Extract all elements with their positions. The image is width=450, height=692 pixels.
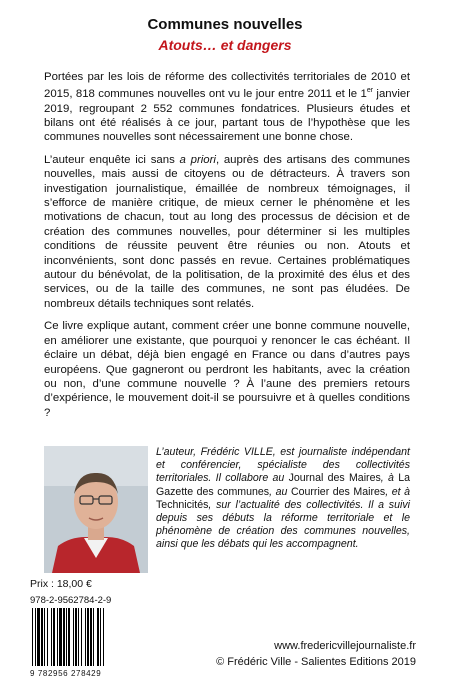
barcode-bar: [51, 608, 52, 666]
barcode-bar: [103, 608, 104, 666]
bio-publication-1: Journal des Maires: [288, 472, 381, 485]
bio-text-3: , au: [269, 485, 291, 498]
barcode-digits: 9 782956 278429: [30, 669, 102, 678]
barcode-bar: [53, 608, 55, 666]
paragraph-2: [44, 153, 410, 311]
author-website: www.fredericvillejournaliste.fr: [274, 640, 416, 652]
barcode-bar: [81, 608, 82, 666]
price-label: Prix : 18,00 €: [30, 578, 92, 590]
barcode-bar: [63, 608, 65, 666]
paragraph-2-text-c: , auprès des artisans des communes nouvelles, mais aussi de citoyens ou de détracteurs. À travers son investigation journalistique, émaillée de nombreux témoignages, il s’efforce de manière critique, de mieux cerner le phénomène et les motivations de chacun, tout au long des processus de décision et de création des communes nouvelles, pour déterminer si les multiples conditions de réussite peuvent être réunies ou non. Atouts et inconvénients, sont donc passés en revue. Certaines problématiques autour du bénévolat, de la politisation, de la proximité des élus et des services, ou de la taille des communes, ne sont pas éludées. De nombreux détails techniques sont relatés.: [44, 153, 410, 310]
paragraph-2-text-a: L’auteur enquête ici sans: [44, 153, 180, 166]
barcode-bar: [59, 608, 62, 666]
bio-publication-3: Courrier des Maires: [290, 485, 386, 498]
barcode-bar: [87, 608, 89, 666]
bio-text-4: , et à: [385, 485, 410, 498]
book-title: Communes nouvelles: [147, 16, 303, 33]
barcode-bar: [75, 608, 77, 666]
barcode-bar: [73, 608, 74, 666]
bio-text-2: , à: [380, 472, 399, 485]
barcode-bar: [44, 608, 45, 666]
barcode-bar: [66, 608, 67, 666]
author-bio: [156, 446, 410, 552]
copyright-notice: © Frédéric Ville - Salientes Editions 2019: [216, 656, 416, 668]
barcode-bar: [41, 608, 43, 666]
barcode-bar: [57, 608, 58, 666]
author-photo: [44, 446, 148, 573]
barcode-bar: [35, 608, 36, 666]
bio-text-1: L’auteur, Frédéric VILLE, est journaliste indépendant et conférencier, spécialiste des collectivités territoriales. Il collabore au: [156, 446, 410, 485]
barcode-bar: [85, 608, 86, 666]
barcode-bar: [68, 608, 70, 666]
barcode-bar: [78, 608, 79, 666]
paragraph-2-italic: a priori: [179, 153, 216, 166]
barcode-bar: [97, 608, 99, 666]
paragraph-1-text: Portées par les lois de réforme des collectivités territoriales de 2010 et 2015, 818 communes nouvelles ont vu le jour entre 2011 et le 1er janvier 2019, regroupant 2 552 communes fondatrices. Plusieurs études et bilans ont été réalisés à ce jour, partant tous de l’hypothèse que les communes nouvelles sont nécessairement une bonne chose.: [44, 71, 410, 144]
barcode-bar: [47, 608, 48, 666]
bio-text-5: , sur l’actualité des collectivités. Il a suivi depuis ses débuts la réforme territoriale et le phénomène de création des communes nouvelles, ainsi que les débats qui les accompagnent.: [156, 498, 410, 551]
bio-publication-4: Technicités: [156, 498, 209, 511]
isbn-number: 978-2-9562784-2-9: [30, 595, 112, 606]
barcode-bar: [100, 608, 101, 666]
paragraph-3-text: Ce livre explique autant, comment créer une bonne commune nouvelle, en améliorer une existante, que pourquoi y renoncer le cas échéant. Il éclaire un débat, déjà bien engagé en France ou dans d’autres pays européens. Que gagneront ou perdront les habitants, avec la création ou non, d’une commune nouvelle ? À l’aune des premiers retours d’expérience, le mouvement doit-il se poursuivre et à quelles conditions ?: [44, 320, 410, 419]
paragraph-1: [44, 70, 410, 145]
barcode-bar: [37, 608, 40, 666]
author-section: [44, 446, 410, 576]
book-subtitle: Atouts… et dangers: [158, 37, 292, 53]
barcode-bar: [90, 608, 92, 666]
back-cover-text: [44, 70, 410, 428]
paragraph-3: [44, 319, 410, 420]
bio-publication-2: La Gazette des communes: [156, 472, 410, 498]
isbn-barcode: [30, 608, 126, 668]
author-portrait-image: [44, 446, 148, 573]
barcode-bar: [32, 608, 33, 666]
barcode-bar: [93, 608, 94, 666]
